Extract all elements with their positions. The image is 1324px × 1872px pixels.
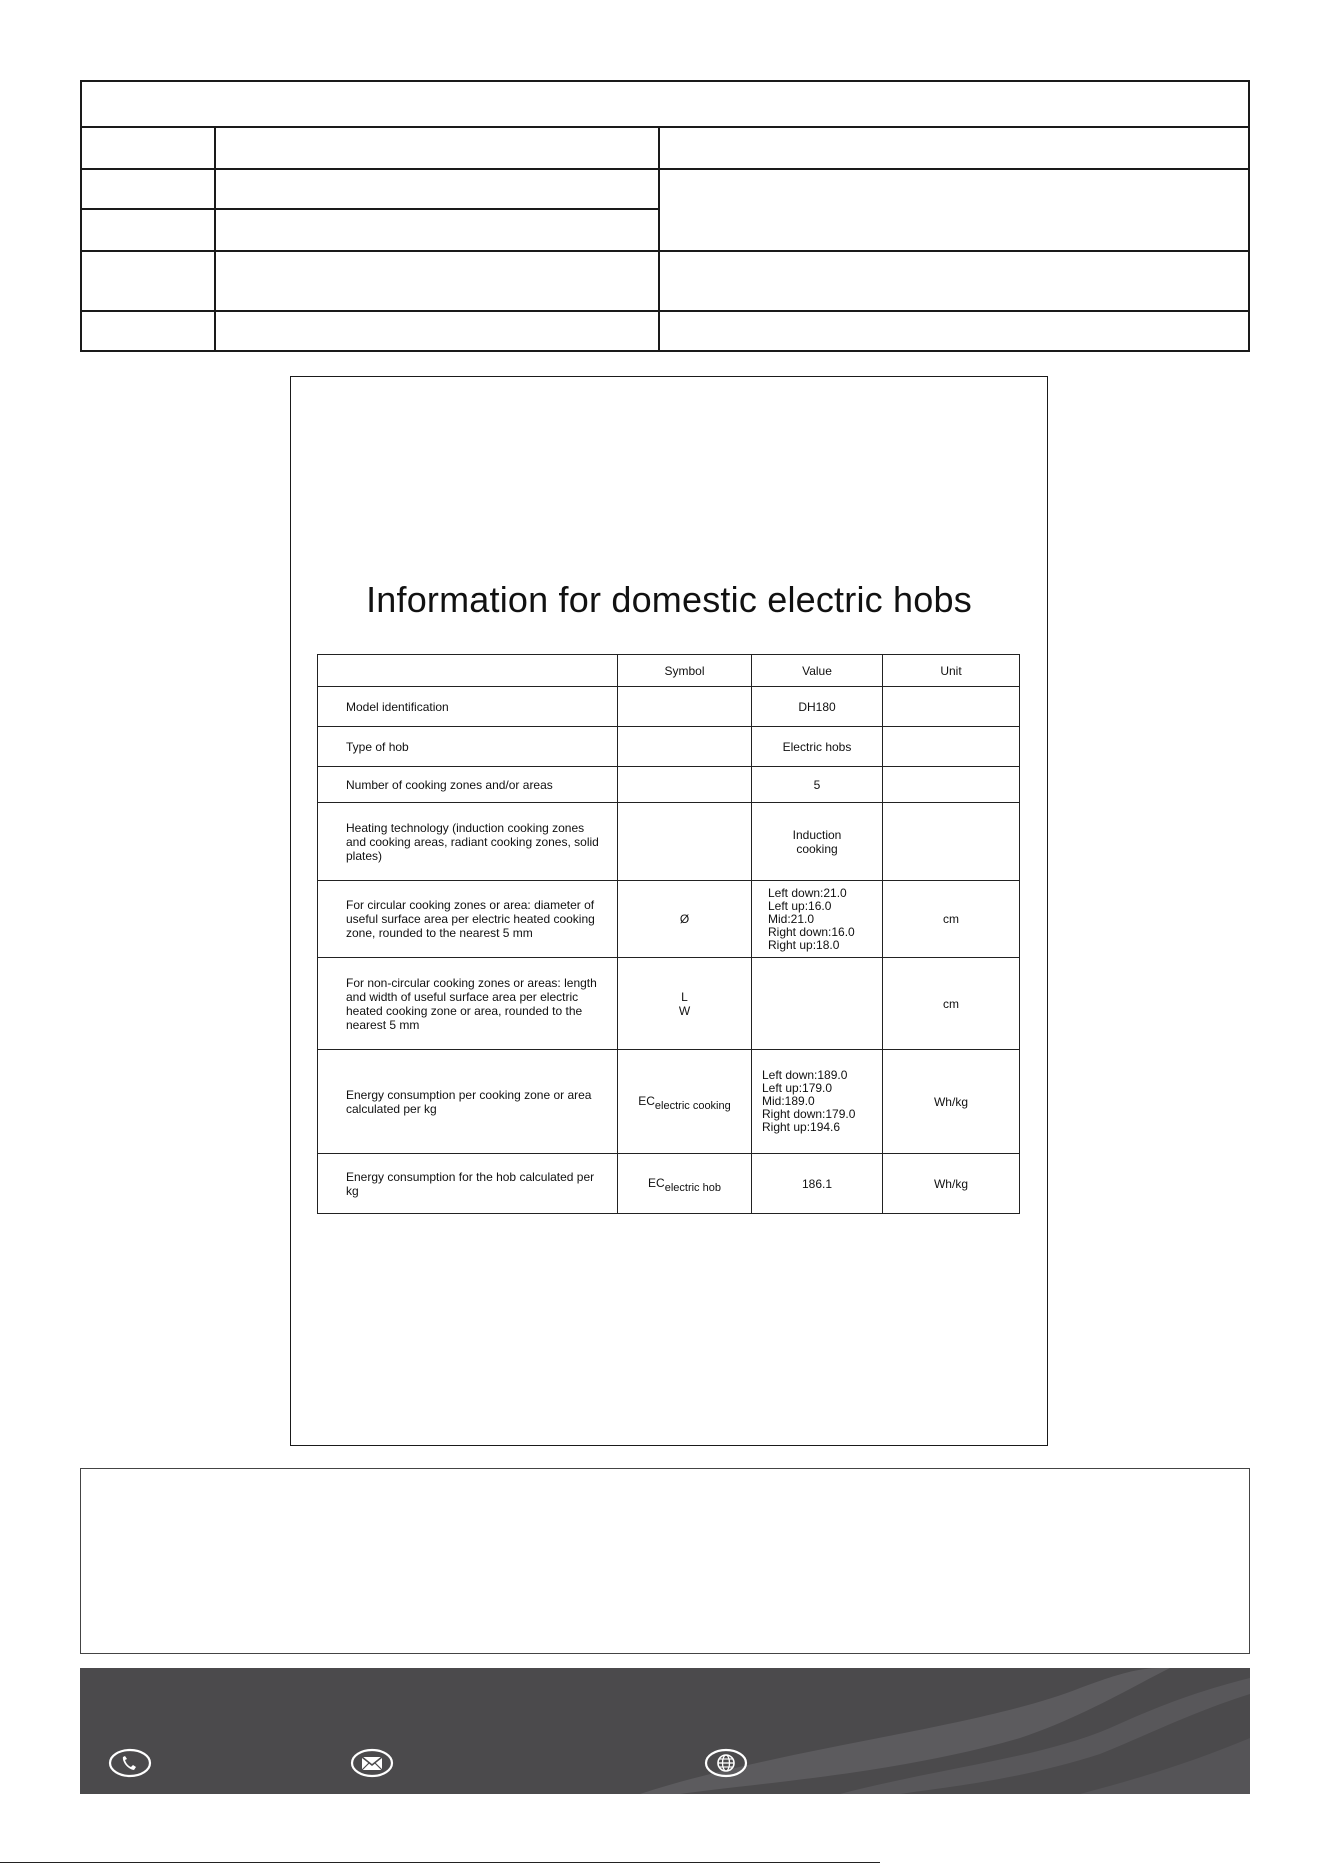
- table-row: [318, 881, 1020, 958]
- value-line: Left up:179.0: [762, 1081, 833, 1095]
- table-rule: [82, 168, 1248, 170]
- row-unit: cm: [883, 881, 1020, 958]
- row-value: 5: [752, 767, 883, 803]
- table-header-row: [318, 655, 1020, 687]
- symbol-line: W: [678, 1003, 691, 1018]
- bottom-divider: [0, 1862, 880, 1863]
- value-line: Mid:21.0: [768, 911, 815, 926]
- symbol-subscript: electric hob: [664, 1182, 721, 1194]
- row-value: Induction cooking: [752, 803, 883, 881]
- table-row: [318, 767, 1020, 803]
- value-line: Left down:21.0: [768, 885, 847, 900]
- row-unit: [883, 767, 1020, 803]
- table-rule: [82, 250, 1248, 252]
- header-unit: Unit: [883, 655, 1020, 687]
- row-description: Heating technology (induction cooking zones and cooking areas, radiant cooking zones, solid plates): [318, 803, 618, 881]
- sheet-title: Information for domestic electric hobs: [366, 579, 972, 620]
- phone-icon: [108, 1748, 152, 1778]
- row-description: Model identification: [318, 687, 618, 727]
- decorative-swoosh: [80, 1668, 1250, 1794]
- row-symbol: [618, 687, 752, 727]
- row-symbol: [618, 1154, 752, 1214]
- row-description: For circular cooking zones or area: diameter of useful surface area per electric heated cooking zone, rounded to the nearest 5 mm: [318, 881, 618, 958]
- notes-box: [80, 1468, 1250, 1654]
- globe-icon: [704, 1748, 748, 1778]
- row-description: Energy consumption per cooking zone or area calculated per kg: [318, 1050, 618, 1154]
- table-row: [318, 803, 1020, 881]
- row-value: [752, 958, 883, 1050]
- table-row: [318, 1154, 1020, 1214]
- row-description: For non-circular cooking zones or areas: length and width of useful surface area per electric heated cooking zone or area, rounded to the nearest 5 mm: [318, 958, 618, 1050]
- table-rule: [82, 208, 658, 210]
- mail-icon: [350, 1748, 394, 1778]
- product-information-sheet: [290, 376, 1048, 1446]
- row-description: Type of hob: [318, 727, 618, 767]
- row-symbol: [618, 803, 752, 881]
- row-unit: [883, 687, 1020, 727]
- value-line: Left up:16.0: [768, 898, 832, 913]
- row-symbol: [618, 958, 752, 1050]
- table-rule: [82, 310, 1248, 312]
- row-symbol: Ø: [618, 881, 752, 958]
- row-value-list: [752, 1050, 883, 1154]
- row-symbol: [618, 1050, 752, 1154]
- row-value-list: [752, 881, 883, 958]
- header-value: Value: [752, 655, 883, 687]
- header-blank: [318, 655, 618, 687]
- header-symbol: Symbol: [618, 655, 752, 687]
- value-line: Right up:18.0: [768, 937, 840, 952]
- symbol-line: L: [681, 989, 688, 1004]
- row-value: DH180: [752, 687, 883, 727]
- row-unit: cm: [883, 958, 1020, 1050]
- row-value: Electric hobs: [752, 727, 883, 767]
- row-unit: [883, 727, 1020, 767]
- top-empty-table: [80, 80, 1250, 352]
- symbol-subscript: electric cooking: [654, 1100, 731, 1112]
- value-line: Right down:16.0: [768, 924, 855, 939]
- table-row: [318, 1050, 1020, 1154]
- symbol-main: EC: [638, 1094, 655, 1108]
- table-rule: [214, 126, 216, 350]
- row-unit: Wh/kg: [883, 1050, 1020, 1154]
- footer-band: [80, 1668, 1250, 1794]
- row-unit: [883, 803, 1020, 881]
- row-description: Energy consumption for the hob calculated per kg: [318, 1154, 618, 1214]
- row-value: 186.1: [752, 1154, 883, 1214]
- table-row: [318, 958, 1020, 1050]
- table-rule: [82, 126, 1248, 128]
- table-rule: [658, 126, 660, 350]
- value-line: Left down:189.0: [762, 1068, 848, 1082]
- hob-information-table: [317, 654, 1020, 1214]
- symbol-main: EC: [648, 1176, 665, 1190]
- value-line: Right up:194.6: [762, 1120, 841, 1134]
- row-description: Number of cooking zones and/or areas: [318, 767, 618, 803]
- table-row: [318, 687, 1020, 727]
- table-row: [318, 727, 1020, 767]
- value-line: Mid:189.0: [762, 1094, 815, 1108]
- row-symbol: [618, 727, 752, 767]
- row-unit: Wh/kg: [883, 1154, 1020, 1214]
- row-symbol: [618, 767, 752, 803]
- value-line: Right down:179.0: [762, 1107, 856, 1121]
